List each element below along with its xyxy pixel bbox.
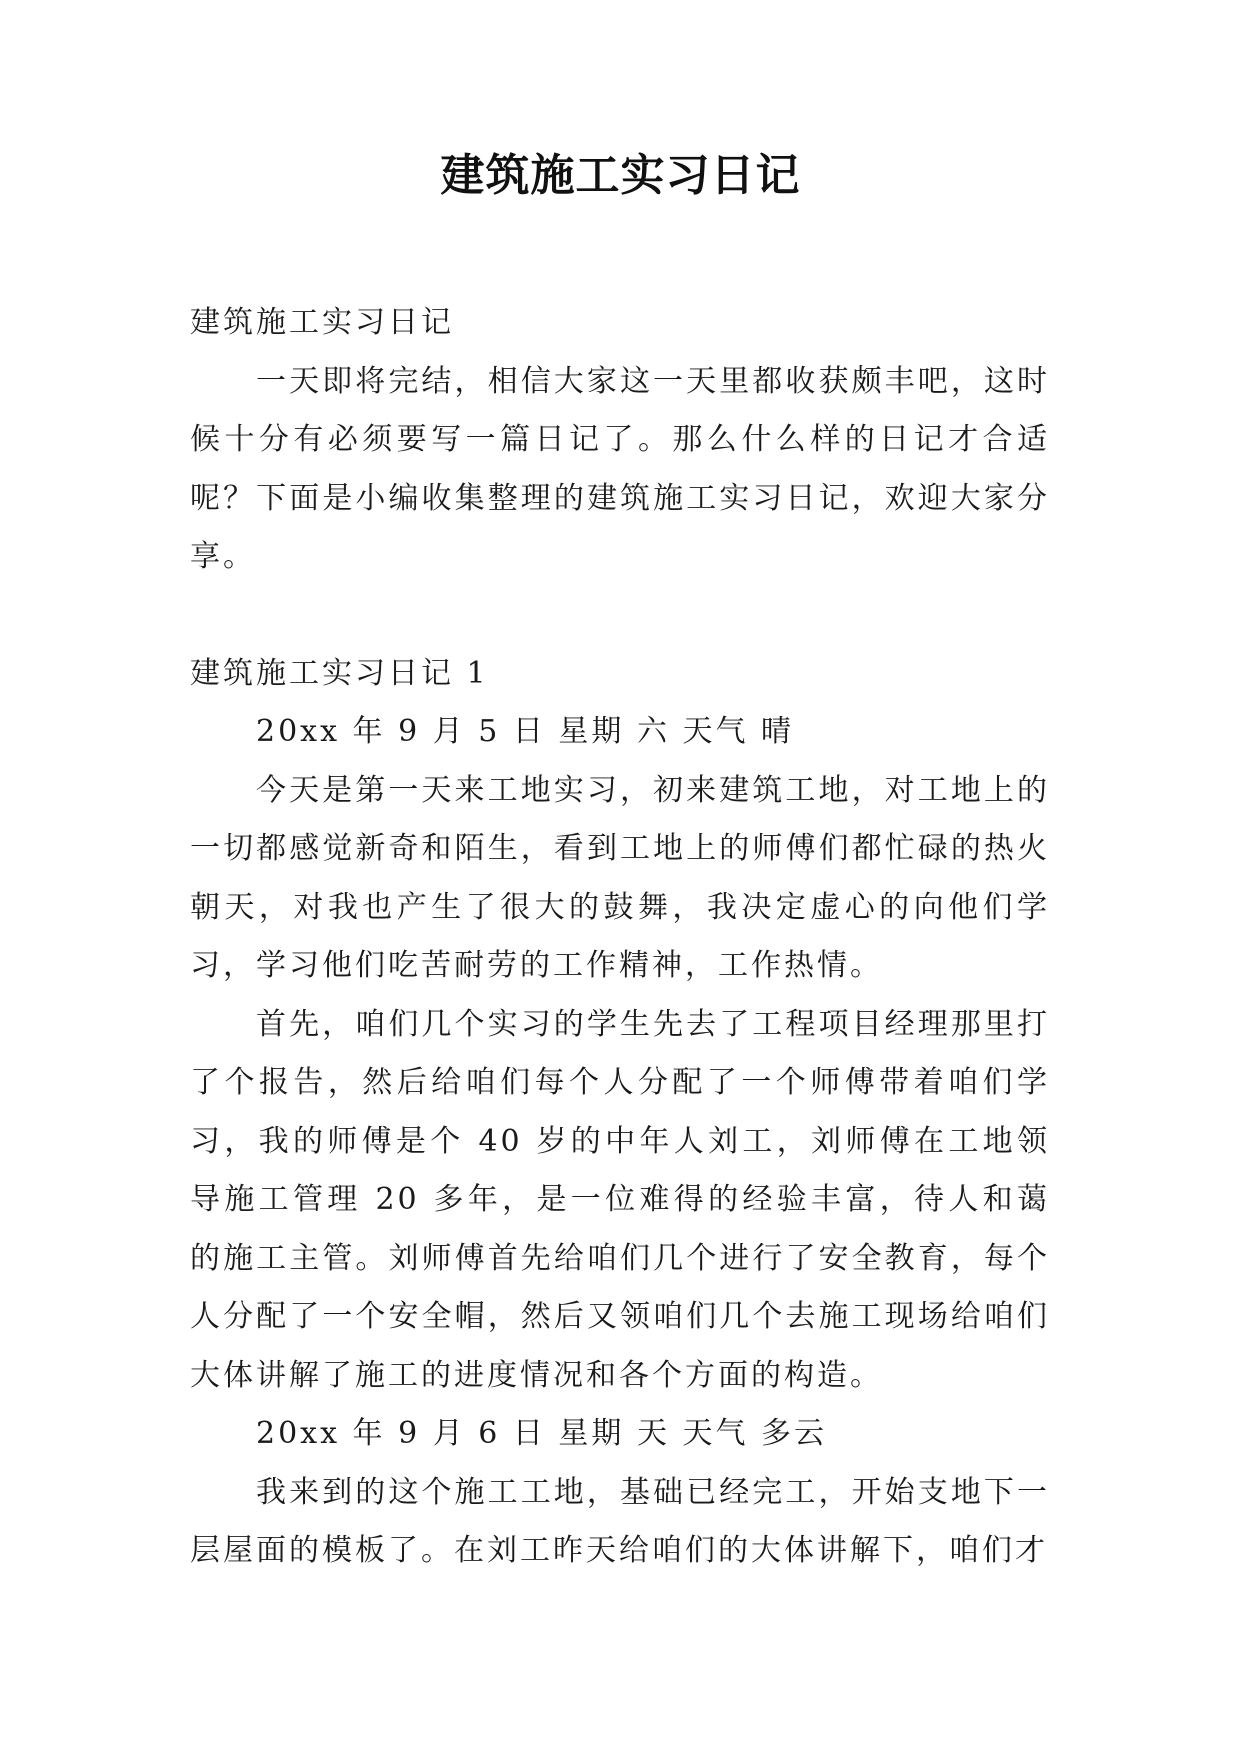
document-title: 建筑施工实习日记 [440, 150, 801, 201]
entry-heading: 建筑施工实习日记 1 [190, 655, 489, 691]
entry-date-line: 20xx 年 9 月 6 日 星期 天 天气 多云 [256, 1416, 828, 1451]
entry-paragraph: 我来到的这个施工工地，基础已经完工，开始支地下一层屋面的模板了。在刘工昨天给咱们的大体讲解下，咱们才 [190, 1474, 1050, 1568]
document-body [190, 294, 1050, 1581]
entry-paragraph: 今天是第一天来工地实习，初来建筑工地，对工地上的一切都感觉新奇和陌生，看到工地上的师傅们都忙碌的热火朝天，对我也产生了很大的鼓舞，我决定虚心的向他们学习，学习他们吃苦耐劳的工作精神，工作热情。 [190, 772, 1050, 983]
entry-date-line: 20xx 年 9 月 5 日 星期 六 天气 晴 [256, 714, 795, 749]
intro-paragraph: 一天即将完结，相信大家这一天里都收获颇丰吧，这时候十分有必须要写一篇日记了。那么什么样的日记才合适呢？下面是小编收集整理的建筑施工实习日记，欢迎大家分享。 [190, 363, 1050, 574]
entry-paragraph: 首先，咱们几个实习的学生先去了工程项目经理那里打了个报告，然后给咱们每个人分配了一个师傅带着咱们学习，我的师傅是个 40 岁的中年人刘工，刘师傅在工地领导施工管理 20 多年，是一位难得的经验丰富，待人和蔼的施工主管。刘师傅首先给咱们几个进行了安全教育，每个人分配了一个安全帽，然后又领咱们几个去施工现场给咱们大体讲解了施工的进度情况和各个方面的构造。 [190, 1006, 1050, 1393]
section-heading: 建筑施工实习日记 [190, 305, 454, 340]
